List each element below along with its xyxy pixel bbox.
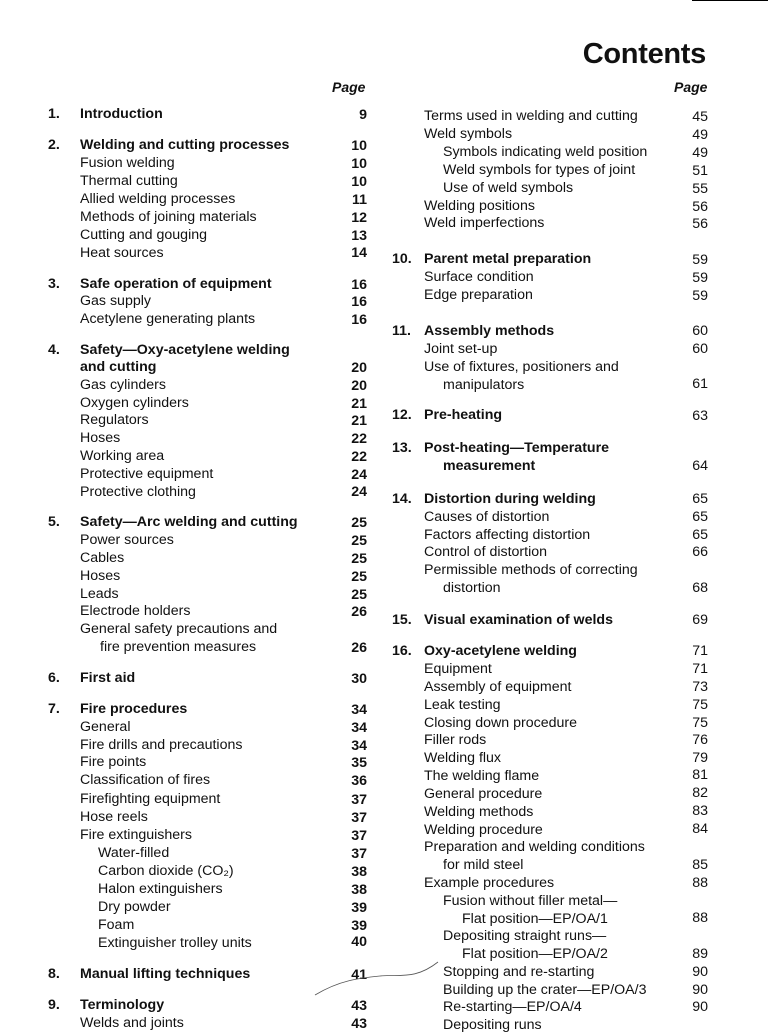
page-number: 20 bbox=[351, 360, 367, 376]
page-number: 60 bbox=[692, 341, 708, 357]
page-number: 10 bbox=[351, 138, 367, 154]
page-number: 20 bbox=[351, 378, 367, 394]
page-number: 76 bbox=[692, 732, 708, 748]
page-number: 21 bbox=[351, 413, 367, 429]
page-number: 11 bbox=[352, 192, 367, 208]
page-number: 10 bbox=[351, 174, 367, 190]
subsection-title: Edge preparation bbox=[424, 287, 533, 303]
subsection-title: Leads bbox=[80, 586, 119, 602]
subsection-title: Carbon dioxide (CO₂) bbox=[98, 863, 234, 879]
section-number: 4. bbox=[48, 342, 60, 358]
subsection-title: The welding flame bbox=[424, 768, 540, 784]
subsection-title: Joint set-up bbox=[424, 341, 498, 357]
page-number: 51 bbox=[692, 163, 708, 179]
subsection-title: Hoses bbox=[80, 430, 121, 446]
page-number: 59 bbox=[692, 252, 708, 268]
section-number: 9. bbox=[48, 997, 60, 1013]
page-number: 43 bbox=[351, 1016, 367, 1032]
page-number: 49 bbox=[692, 127, 708, 143]
page-number: 49 bbox=[692, 145, 708, 161]
page-number: 16 bbox=[351, 312, 367, 328]
subsection-title: Oxygen cylinders bbox=[80, 395, 189, 411]
page-number: 35 bbox=[351, 755, 367, 771]
page-number: 38 bbox=[351, 864, 367, 880]
section-title: Safe operation of equipment bbox=[80, 276, 272, 292]
subsection-title: Depositing straight runs— bbox=[443, 928, 607, 944]
subsection-title: Example procedures bbox=[424, 875, 555, 891]
section-title: and cutting bbox=[80, 359, 157, 375]
subsection-title: Factors affecting distortion bbox=[424, 527, 591, 543]
page-number: 37 bbox=[351, 846, 367, 862]
subsection-title: Filler rods bbox=[424, 732, 487, 748]
subsection-title: Weld symbols for types of joint bbox=[443, 162, 636, 178]
page-number: 84 bbox=[692, 821, 708, 837]
page-number: 39 bbox=[351, 900, 367, 916]
page-number: 81 bbox=[692, 767, 708, 783]
subsection-title: Protective clothing bbox=[80, 484, 196, 500]
page-number: 10 bbox=[351, 156, 367, 172]
subsection-title: Fusion without filler metal— bbox=[443, 893, 618, 909]
section-number: 3. bbox=[48, 276, 60, 292]
page-column-heading-right: Page bbox=[674, 79, 708, 95]
page-number: 59 bbox=[692, 270, 708, 286]
subsection-title: Preparation and welding conditions bbox=[424, 839, 645, 855]
page-number: 26 bbox=[351, 640, 367, 656]
page-number: 65 bbox=[692, 527, 708, 543]
subsection-title: Electrode holders bbox=[80, 603, 191, 619]
section-title: Visual examination of welds bbox=[424, 612, 613, 628]
subsection-title: General bbox=[80, 719, 131, 735]
subsection-title: Allied welding processes bbox=[80, 191, 236, 207]
subsection-title: Weld symbols bbox=[424, 126, 513, 142]
page-number: 30 bbox=[351, 671, 367, 687]
page-number: 34 bbox=[351, 720, 367, 736]
section-title: Fire procedures bbox=[80, 701, 188, 717]
subsection-title: Weld imperfections bbox=[424, 215, 545, 231]
subsection-title: Fire drills and precautions bbox=[80, 737, 243, 753]
subsection-title: Fire extinguishers bbox=[80, 827, 192, 843]
subsection-title: Gas supply bbox=[80, 293, 151, 309]
subsection-title: Terms used in welding and cutting bbox=[424, 108, 638, 124]
page-number: 12 bbox=[351, 210, 367, 226]
section-number: 13. bbox=[392, 440, 412, 456]
page-number: 55 bbox=[692, 181, 708, 197]
page-number: 68 bbox=[692, 580, 708, 596]
page-number: 88 bbox=[692, 910, 708, 926]
page-number: 40 bbox=[351, 934, 367, 950]
section-number: 10. bbox=[392, 251, 412, 267]
subsection-title: Extinguisher trolley units bbox=[98, 935, 252, 951]
page-number: 21 bbox=[351, 396, 367, 412]
subsection-title: Welding procedure bbox=[424, 822, 543, 838]
section-number: 6. bbox=[48, 670, 60, 686]
subsection-title: Fire points bbox=[80, 754, 147, 770]
page-number: 37 bbox=[351, 828, 367, 844]
top-rule bbox=[692, 0, 768, 1]
section-number: 2. bbox=[48, 137, 60, 153]
subsection-title: Causes of distortion bbox=[424, 509, 550, 525]
subsection-title: Assembly of equipment bbox=[424, 679, 572, 695]
subsection-title: Leak testing bbox=[424, 697, 501, 713]
subsection-title: Welding flux bbox=[424, 750, 502, 766]
subsection-title: Use of fixtures, positioners and bbox=[424, 359, 619, 375]
subsection-title: Fusion welding bbox=[80, 155, 175, 171]
page-number: 83 bbox=[692, 803, 708, 819]
page-number: 9 bbox=[359, 107, 367, 123]
subsection-title: Stopping and re-starting bbox=[443, 964, 595, 980]
page-number: 64 bbox=[692, 458, 708, 474]
page-number: 37 bbox=[351, 792, 367, 808]
subsection-title: Permissible methods of correcting bbox=[424, 562, 638, 578]
subsection-title: Closing down procedure bbox=[424, 715, 578, 731]
subsection-title: Symbols indicating weld position bbox=[443, 144, 648, 160]
subsection-title: Halon extinguishers bbox=[98, 881, 223, 897]
page-number: 25 bbox=[351, 515, 367, 531]
page-number: 45 bbox=[692, 109, 708, 125]
section-title: Welding and cutting processes bbox=[80, 137, 290, 153]
section-number: 7. bbox=[48, 701, 60, 717]
section-title: Safety—Arc welding and cutting bbox=[80, 514, 298, 530]
page-number: 65 bbox=[692, 491, 708, 507]
subsection-title: General procedure bbox=[424, 786, 543, 802]
section-number: 1. bbox=[48, 106, 60, 122]
page-number: 24 bbox=[351, 467, 367, 483]
page-number: 65 bbox=[692, 509, 708, 525]
page-column-heading-left: Page bbox=[332, 79, 366, 95]
page-number: 25 bbox=[351, 533, 367, 549]
section-title: Distortion during welding bbox=[424, 491, 596, 507]
section-title: Pre-heating bbox=[424, 407, 503, 423]
subsection-title: Equipment bbox=[424, 661, 492, 677]
subsection-title: Depositing runs bbox=[443, 1017, 542, 1033]
subsection-title: fire prevention measures bbox=[100, 639, 257, 655]
subsection-title: Classification of fires bbox=[80, 772, 211, 788]
page-number: 61 bbox=[692, 376, 708, 392]
section-title: Assembly methods bbox=[424, 323, 555, 339]
page-number: 26 bbox=[351, 604, 367, 620]
subsection-title: Working area bbox=[80, 448, 165, 464]
page-number: 25 bbox=[351, 569, 367, 585]
subsection-title: General safety precautions and bbox=[80, 621, 278, 637]
page-number: 25 bbox=[351, 587, 367, 603]
subsection-title: Thermal cutting bbox=[80, 173, 178, 189]
subsection-title: Surface condition bbox=[424, 269, 534, 285]
subsection-title: Methods of joining materials bbox=[80, 209, 257, 225]
page-number: 90 bbox=[692, 982, 708, 998]
subsection-title: Gas cylinders bbox=[80, 377, 166, 393]
subsection-title: Water-filled bbox=[98, 845, 170, 861]
subsection-title: distortion bbox=[443, 580, 501, 596]
page-number: 79 bbox=[692, 750, 708, 766]
page-number: 69 bbox=[692, 612, 708, 628]
page-number: 38 bbox=[351, 882, 367, 898]
page-number: 73 bbox=[692, 679, 708, 695]
section-number: 14. bbox=[392, 491, 412, 507]
section-number: 12. bbox=[392, 407, 412, 423]
page-number: 75 bbox=[692, 715, 708, 731]
section-title: First aid bbox=[80, 670, 136, 686]
page-number: 34 bbox=[351, 738, 367, 754]
page-number: 66 bbox=[692, 544, 708, 560]
subsection-title: Regulators bbox=[80, 412, 149, 428]
page-number: 37 bbox=[351, 810, 367, 826]
subsection-title: Foam bbox=[98, 917, 135, 933]
page-number: 34 bbox=[351, 702, 367, 718]
subsection-title: Welding methods bbox=[424, 804, 534, 820]
page-number: 75 bbox=[692, 697, 708, 713]
page-number: 90 bbox=[692, 999, 708, 1015]
section-title: Manual lifting techniques bbox=[80, 966, 251, 982]
page-number: 24 bbox=[351, 484, 367, 500]
page-number: 16 bbox=[351, 277, 367, 293]
page-number: 36 bbox=[351, 773, 367, 789]
page-number: 71 bbox=[692, 661, 708, 677]
subsection-title: Hose reels bbox=[80, 809, 148, 825]
section-title: Introduction bbox=[80, 106, 163, 122]
subsection-title: Welds and joints bbox=[80, 1015, 184, 1031]
section-title: Post-heating—Temperature bbox=[424, 440, 609, 456]
subsection-title: Cutting and gouging bbox=[80, 227, 208, 243]
subsection-title: Dry powder bbox=[98, 899, 171, 915]
page-number: 82 bbox=[692, 785, 708, 801]
subsection-title: Power sources bbox=[80, 532, 174, 548]
page-number: 90 bbox=[692, 964, 708, 980]
section-number: 16. bbox=[392, 643, 412, 659]
section-number: 11. bbox=[392, 323, 411, 339]
page-number: 56 bbox=[692, 216, 708, 232]
page-title: Contents bbox=[582, 38, 706, 70]
subsection-title: Flat position—EP/OA/2 bbox=[462, 946, 608, 962]
page-number: 85 bbox=[692, 857, 708, 873]
subsection-title: for mild steel bbox=[443, 857, 524, 873]
section-number: 8. bbox=[48, 966, 60, 982]
pen-mark-curve bbox=[310, 960, 440, 1000]
page-number: 14 bbox=[351, 245, 367, 261]
subsection-title: Hoses bbox=[80, 568, 121, 584]
page-number: 22 bbox=[351, 449, 367, 465]
section-title: Parent metal preparation bbox=[424, 251, 592, 267]
subsection-title: Use of weld symbols bbox=[443, 180, 574, 196]
page-number: 89 bbox=[692, 946, 708, 962]
subsection-title: Building up the crater—EP/OA/3 bbox=[443, 982, 647, 998]
subsection-title: Welding positions bbox=[424, 198, 535, 214]
section-title: measurement bbox=[443, 458, 536, 474]
section-title: Terminology bbox=[80, 997, 165, 1013]
subsection-title: Control of distortion bbox=[424, 544, 548, 560]
page-number: 63 bbox=[692, 408, 708, 424]
page-number: 43 bbox=[351, 998, 367, 1014]
subsection-title: Firefighting equipment bbox=[80, 791, 221, 807]
section-title: Oxy-acetylene welding bbox=[424, 643, 577, 659]
page-number: 60 bbox=[692, 323, 708, 339]
page-number: 22 bbox=[351, 431, 367, 447]
subsection-title: Flat position—EP/OA/1 bbox=[462, 911, 608, 927]
page-number: 71 bbox=[692, 643, 708, 659]
subsection-title: Heat sources bbox=[80, 245, 164, 261]
page-number: 41 bbox=[351, 967, 367, 983]
section-title: Safety—Oxy-acetylene welding bbox=[80, 342, 290, 358]
page-number: 59 bbox=[692, 288, 708, 304]
section-number: 5. bbox=[48, 514, 60, 530]
subsection-title: Protective equipment bbox=[80, 466, 214, 482]
page-number: 25 bbox=[351, 551, 367, 567]
subsection-title: Re-starting—EP/OA/4 bbox=[443, 999, 582, 1015]
page-number: 56 bbox=[692, 199, 708, 215]
page-number: 39 bbox=[351, 918, 367, 934]
page-number: 13 bbox=[351, 228, 367, 244]
subsection-title: Cables bbox=[80, 550, 125, 566]
subsection-title: manipulators bbox=[443, 377, 525, 393]
page-number: 16 bbox=[351, 294, 367, 310]
page-number: 88 bbox=[692, 875, 708, 891]
subsection-title: Acetylene generating plants bbox=[80, 311, 256, 327]
section-number: 15. bbox=[392, 612, 412, 628]
